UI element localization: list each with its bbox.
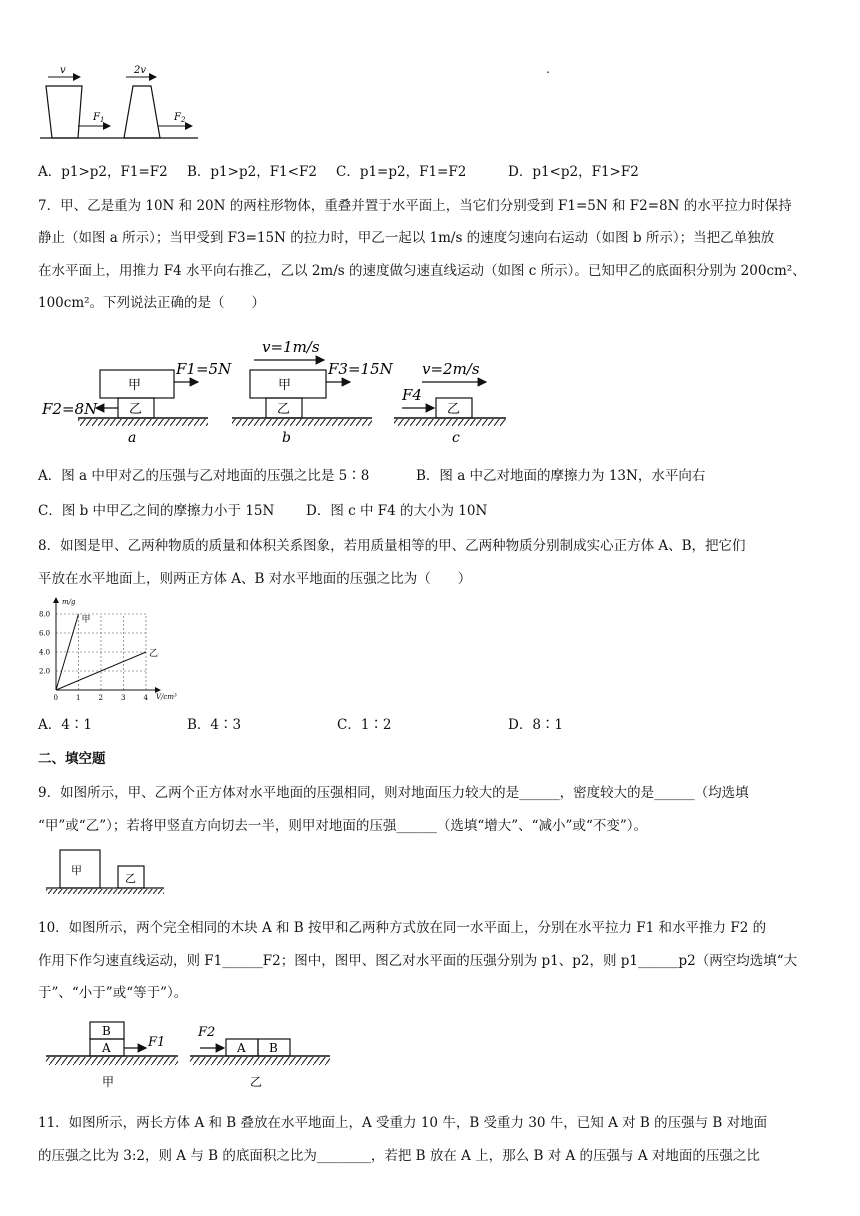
- q7-b-jia: 甲: [278, 378, 292, 393]
- chart-x-tick-label: 1: [76, 694, 81, 702]
- q8-option-d[interactable]: D．8∶1: [508, 717, 564, 733]
- q10-jia-block-b: B: [102, 1024, 111, 1038]
- q10-f1-label: F1: [148, 1035, 166, 1050]
- svg-text:F1: [92, 112, 104, 124]
- q11-line-2: 的压强之比为 3:2，则 A 与 B 的底面积之比为________，若把 B 放在 A 上，那么 B 对 A 的压强与 A 对地面的压强之比: [38, 1148, 760, 1164]
- q7-f2-label: F2=8N: [42, 400, 98, 418]
- chart-x-tick-label: 4: [143, 694, 148, 702]
- q10-f2-label: F2: [198, 1025, 216, 1040]
- q6-option-c[interactable]: C．p1=p2，F1=F2: [336, 164, 467, 180]
- q7-a-yi: 乙: [129, 402, 143, 417]
- q9-line-1: 9．如图所示，甲、乙两个正方体对水平地面的压强相同，则对地面压力较大的是______，密度较大的是______（均选填: [38, 785, 749, 801]
- q9-jia-label: 甲: [71, 864, 82, 877]
- q8-option-c[interactable]: C．1∶2: [337, 717, 392, 733]
- q10-figure: [38, 1016, 338, 1092]
- q10-yi-label: 乙: [250, 1075, 263, 1089]
- q8-line-1: 8．如图是甲、乙两种物质的质量和体积关系图象，若用质量相等的甲、乙两种物质分别制成实心正方体 A、B，把它们: [38, 538, 746, 554]
- q9-figure: [38, 846, 168, 896]
- q7-f4-label: F4: [402, 386, 422, 404]
- q10-line-3: 于”、“小于”或“等于”）。: [38, 985, 188, 1001]
- q10-line-1: 10．如图所示，两个完全相同的木块 A 和 B 按甲和乙两种方式放在同一水平面上，分别在水平拉力 F1 和水平推力 F2 的: [38, 920, 767, 936]
- section-fill-in-title: 二、填空题: [38, 751, 106, 767]
- q6-v2-label: 2v: [134, 65, 147, 76]
- q6-stray-dot: .: [546, 62, 550, 76]
- q7-options-row-1: [38, 467, 828, 485]
- q8-option-a[interactable]: A．4∶1: [38, 717, 92, 733]
- q11-line-1: 11．如图所示，两长方体 A 和 B 叠放在水平地面上，A 受重力 10 牛，B 受重力 30 牛，已知 A 对 B 的压强与 B 对地面: [38, 1115, 768, 1131]
- q7-b-yi: 乙: [277, 402, 291, 417]
- chart-x-tick-label: 0: [53, 694, 58, 702]
- q10-yi-block-a: A: [237, 1041, 246, 1055]
- chart-y-axis-label: m/g: [62, 598, 76, 606]
- chart-y-tick-label: 2.0: [39, 667, 51, 676]
- svg-text:F2: [173, 112, 186, 124]
- q10-line-2: 作用下作匀速直线运动，则 F1______F2；图中，图甲、图乙对水平面的压强分别为 p1、p2，则 p1______p2（两空均选填“大: [38, 953, 798, 969]
- q7-option-c[interactable]: C．图 b 中甲乙之间的摩擦力小于 15N: [38, 503, 275, 519]
- q6-f1-label: F: [93, 112, 100, 123]
- q7-options-row-2: [38, 502, 828, 520]
- q6-option-d[interactable]: D．p1<p2，F1>F2: [508, 164, 639, 180]
- q8-options: [38, 716, 828, 734]
- chart-x-axis-label: V/cm³: [156, 693, 177, 701]
- q6-f1-sub: 1: [99, 116, 105, 124]
- q7-a-jia: 甲: [128, 378, 142, 393]
- q7-v2-label: v=2m/s: [422, 360, 480, 378]
- q6-f2-label: F: [174, 112, 181, 123]
- q7-option-b[interactable]: B．图 a 中乙对地面的摩擦力为 13N，水平向右: [416, 468, 706, 484]
- chart-y-tick-label: 6.0: [39, 629, 51, 638]
- q7-option-d[interactable]: D．图 c 中 F4 的大小为 10N: [306, 503, 488, 519]
- q6-f2-sub: 2: [180, 116, 186, 124]
- q7-label-b: b: [282, 430, 291, 446]
- q10-jia-label: 甲: [102, 1075, 115, 1089]
- q7-f3-label: F3=15N: [328, 360, 393, 378]
- q10-jia-block-a: A: [102, 1041, 111, 1055]
- chart-series-label-jia: 甲: [81, 615, 91, 625]
- q7-line-2: 静止（如图 a 所示）；当甲受到 F3=15N 的拉力时，甲乙一起以 1m/s 的速度匀速向右运动（如图 b 所示）；当把乙单独放: [38, 230, 775, 246]
- q7-label-c: c: [452, 430, 460, 446]
- chart-x-tick-label: 3: [121, 694, 126, 702]
- chart-y-tick-label: 8.0: [39, 610, 51, 619]
- q7-line-3: 在水平面上，用推力 F4 水平向右推乙，乙以 2m/s 的速度做匀速直线运动（如图 c 所示）。已知甲乙的底面积分别为 200cm²、: [38, 263, 806, 279]
- q6-options: [38, 163, 828, 181]
- q8-option-b[interactable]: B．4∶3: [187, 717, 242, 733]
- q7-c-yi: 乙: [447, 402, 461, 417]
- q7-f1-label: F1=5N: [176, 360, 232, 378]
- q7-label-a: a: [128, 430, 137, 446]
- q6-option-a[interactable]: A．p1>p2，F1=F2: [38, 164, 168, 180]
- q6-figure: [38, 62, 208, 144]
- q10-yi-block-b: B: [269, 1041, 278, 1055]
- q8-mass-volume-chart: [38, 596, 177, 708]
- q8-line-2: 平放在水平地面上，则两正方体 A、B 对水平地面的压强之比为（ ）: [38, 571, 472, 587]
- q7-figure: [38, 330, 508, 448]
- q9-line-2: “甲”或“乙”）；若将甲竖直方向切去一半，则甲对地面的压强______（选填“增大”、“减小”或“不变”）。: [38, 818, 648, 834]
- q6-option-b[interactable]: B．p1>p2，F1<F2: [187, 164, 317, 180]
- q9-yi-label: 乙: [125, 872, 136, 885]
- chart-series-label-yi: 乙: [149, 649, 159, 659]
- chart-y-tick-label: 4.0: [39, 648, 51, 657]
- chart-series-line-jia: [56, 614, 79, 690]
- q7-v1-label: v=1m/s: [262, 338, 320, 356]
- q6-v1-label: v: [60, 65, 66, 76]
- q7-option-a[interactable]: A．图 a 中甲对乙的压强与乙对地面的压强之比是 5∶8: [38, 468, 370, 484]
- q7-line-4: 100cm²。下列说法正确的是（ ）: [38, 295, 266, 311]
- chart-x-tick-label: 2: [98, 694, 103, 702]
- q7-line-1: 7．甲、乙是重为 10N 和 20N 的两柱形物体，重叠并置于水平面上，当它们分别受到 F1=5N 和 F2=8N 的水平拉力时保持: [38, 198, 792, 214]
